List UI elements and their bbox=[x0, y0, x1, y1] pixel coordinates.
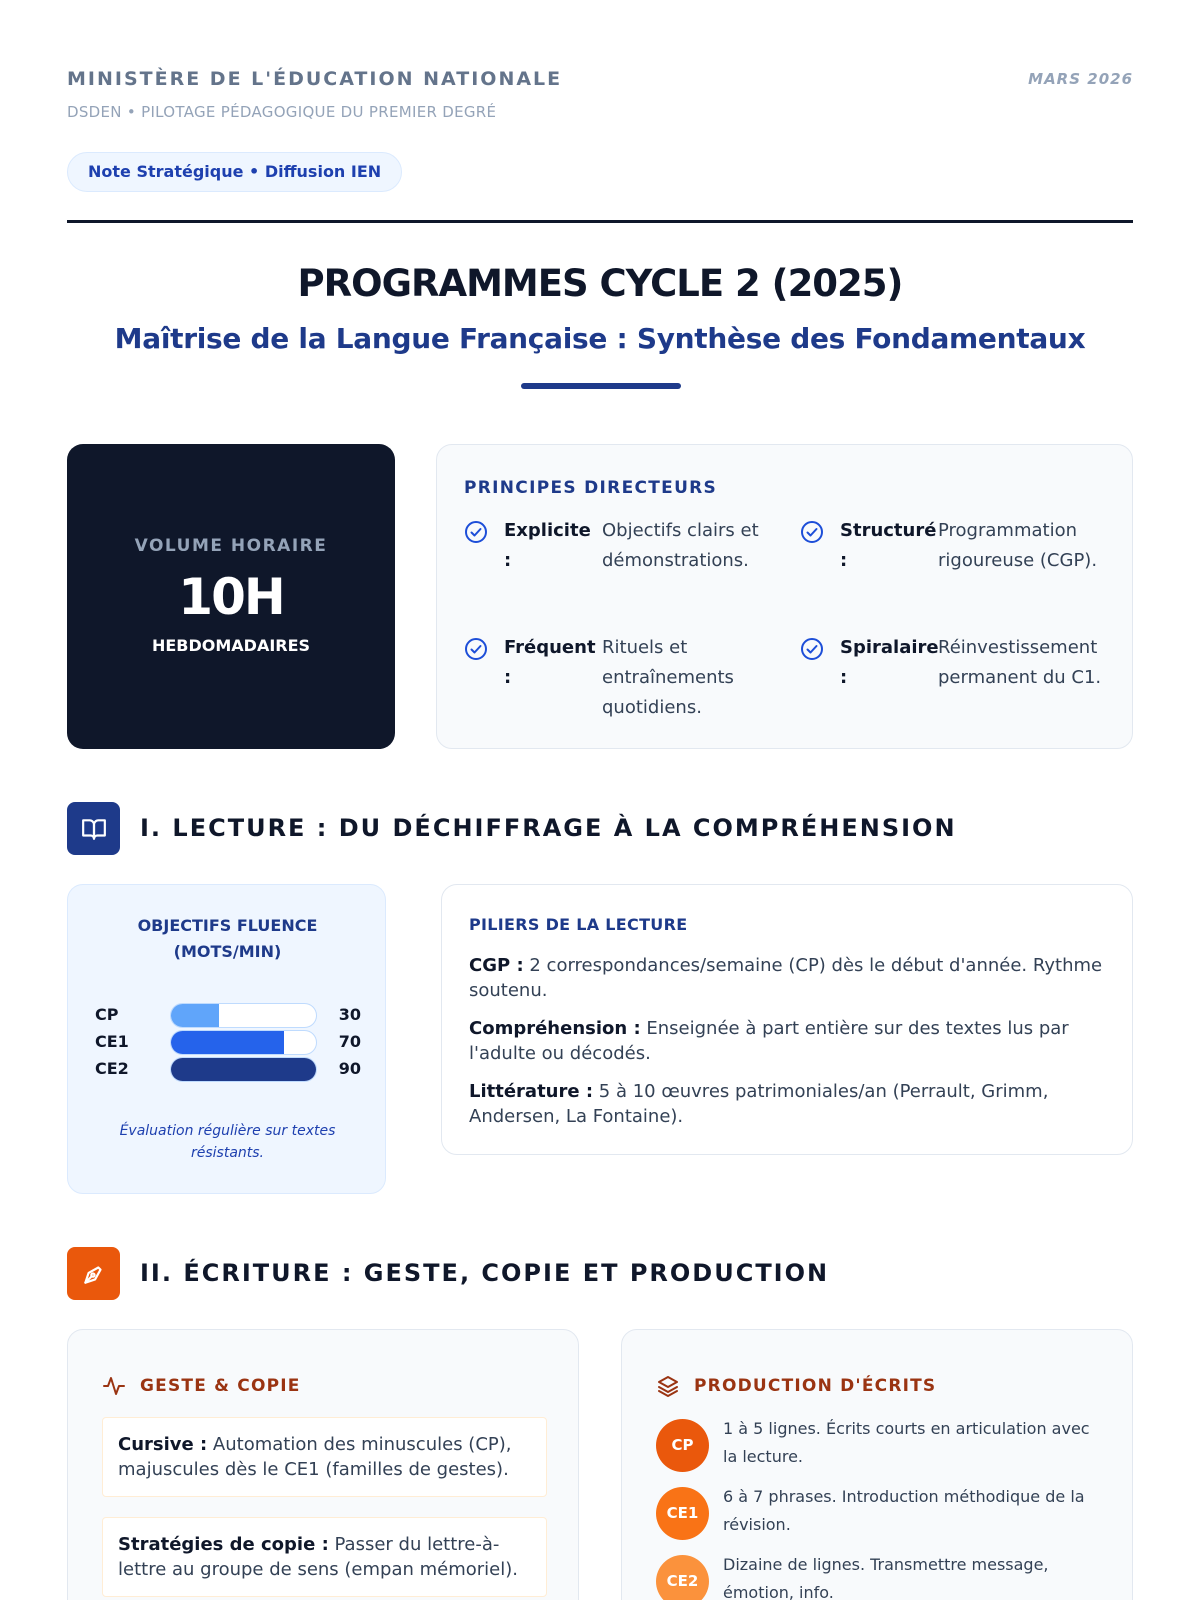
pillar-item: Compréhension : Enseignée à part entière sur des textes lus par l'adulte ou décodés. bbox=[469, 1018, 1069, 1064]
header-divider bbox=[67, 220, 1133, 223]
check-circle-icon bbox=[464, 637, 488, 661]
volume-label: VOLUME HORAIRE bbox=[134, 536, 328, 556]
fluency-card bbox=[67, 884, 386, 1194]
title-underline bbox=[521, 383, 681, 389]
fluency-bar-row bbox=[95, 1003, 361, 1029]
section-ecriture-badge bbox=[67, 1247, 120, 1300]
ministry-name: MINISTÈRE DE L'ÉDUCATION NATIONALE bbox=[67, 68, 563, 90]
fluency-bar-fill bbox=[171, 1031, 284, 1054]
principle-name: Explicite : bbox=[504, 520, 591, 571]
geste-heading: GESTE & COPIE bbox=[102, 1374, 301, 1398]
fluency-bar-label: CP bbox=[95, 1005, 119, 1024]
fluency-bar-value: 30 bbox=[338, 1005, 361, 1024]
principle-name: Structuré : bbox=[840, 520, 937, 571]
fluency-title: OBJECTIFS FLUENCE (MOTS/MIN) bbox=[137, 916, 318, 961]
production-card bbox=[621, 1329, 1133, 1600]
principle-desc: Réinvestissement permanent du C1. bbox=[938, 637, 1102, 688]
pillars-heading: PILIERS DE LA LECTURE bbox=[469, 915, 688, 934]
principle-desc: Objectifs clairs et démonstrations. bbox=[602, 520, 759, 571]
fluency-bar-label: CE1 bbox=[95, 1032, 129, 1051]
page bbox=[67, 0, 1133, 1600]
level-badge: CE2 bbox=[656, 1555, 709, 1600]
pen-nib-icon bbox=[81, 1261, 107, 1287]
geste-item: Cursive : Automation des minuscules (CP), majuscules dès le CE1 (familles de gestes). bbox=[102, 1417, 547, 1497]
fluency-bar-row bbox=[95, 1030, 361, 1056]
principle-name: Fréquent : bbox=[504, 637, 596, 688]
principles-card bbox=[436, 444, 1133, 749]
fluency-bar-track bbox=[170, 1030, 317, 1055]
level-badge: CE1 bbox=[656, 1487, 709, 1540]
fluency-bar-track bbox=[170, 1003, 317, 1028]
check-circle-icon bbox=[800, 637, 824, 661]
fluency-bar-value: 70 bbox=[338, 1032, 361, 1051]
fluency-bar-track bbox=[170, 1057, 317, 1082]
principle-desc: Programmation rigoureuse (CGP). bbox=[938, 520, 1098, 571]
fluency-bar-row bbox=[95, 1057, 361, 1083]
fluency-bar-value: 90 bbox=[338, 1059, 361, 1078]
fluency-bar-label: CE2 bbox=[95, 1059, 129, 1078]
layers-icon bbox=[656, 1374, 680, 1398]
geste-item: Stratégies de copie : Passer du lettre-à-lettre au groupe de sens (empan mémoriel). bbox=[102, 1517, 547, 1597]
level-badge: CP bbox=[656, 1419, 709, 1472]
principle-item bbox=[464, 516, 774, 576]
level-text: Dizaine de lignes. Transmettre message, émotion, info. bbox=[723, 1555, 1049, 1600]
pillars-card bbox=[441, 884, 1133, 1155]
diffusion-badge: Note Stratégique • Diffusion IEN bbox=[67, 152, 402, 192]
book-open-icon bbox=[81, 816, 107, 842]
check-circle-icon bbox=[800, 520, 824, 544]
check-circle-icon bbox=[464, 520, 488, 544]
section-lecture-badge bbox=[67, 802, 120, 855]
principle-item bbox=[800, 516, 1120, 576]
level-text: 1 à 5 lignes. Écrits courts en articulation avec la lecture. bbox=[723, 1419, 1090, 1466]
fluency-bar-fill bbox=[171, 1004, 219, 1027]
volume-card bbox=[67, 444, 395, 749]
activity-icon bbox=[102, 1374, 126, 1398]
level-text: 6 à 7 phrases. Introduction méthodique de la révision. bbox=[723, 1487, 1085, 1534]
section-ecriture-title: II. ÉCRITURE : GESTE, COPIE ET PRODUCTION bbox=[140, 1259, 830, 1287]
principle-desc: Rituels et entraînements quotidiens. bbox=[602, 637, 734, 718]
principle-item bbox=[464, 633, 774, 723]
principle-item bbox=[800, 633, 1120, 693]
geste-card bbox=[67, 1329, 579, 1600]
volume-unit: HEBDOMADAIRES bbox=[151, 636, 311, 655]
pillar-item: Littérature : 5 à 10 œuvres patrimoniales/an (Perrault, Grimm, Andersen, La Fontaine). bbox=[469, 1081, 1049, 1127]
document-date: MARS 2026 bbox=[1028, 70, 1133, 88]
page-title: PROGRAMMES CYCLE 2 (2025) bbox=[297, 262, 903, 305]
principles-heading: PRINCIPES DIRECTEURS bbox=[464, 478, 718, 498]
production-heading: PRODUCTION D'ÉCRITS bbox=[656, 1374, 936, 1398]
department-name: DSDEN • PILOTAGE PÉDAGOGIQUE DU PREMIER DEGRÉ bbox=[67, 103, 497, 121]
volume-value: 10H bbox=[178, 568, 284, 626]
principle-name: Spiralaire : bbox=[840, 637, 939, 688]
pillar-item: CGP : 2 correspondances/semaine (CP) dès le début d'année. Rythme soutenu. bbox=[469, 955, 1103, 1001]
page-subtitle: Maîtrise de la Langue Française : Synthèse des Fondamentaux bbox=[114, 322, 1086, 355]
fluency-bar-fill bbox=[171, 1058, 316, 1081]
fluency-note: Évaluation régulière sur textes résistants. bbox=[119, 1123, 336, 1161]
section-lecture-title: I. LECTURE : DU DÉCHIFFRAGE À LA COMPRÉHENSION bbox=[140, 814, 957, 842]
